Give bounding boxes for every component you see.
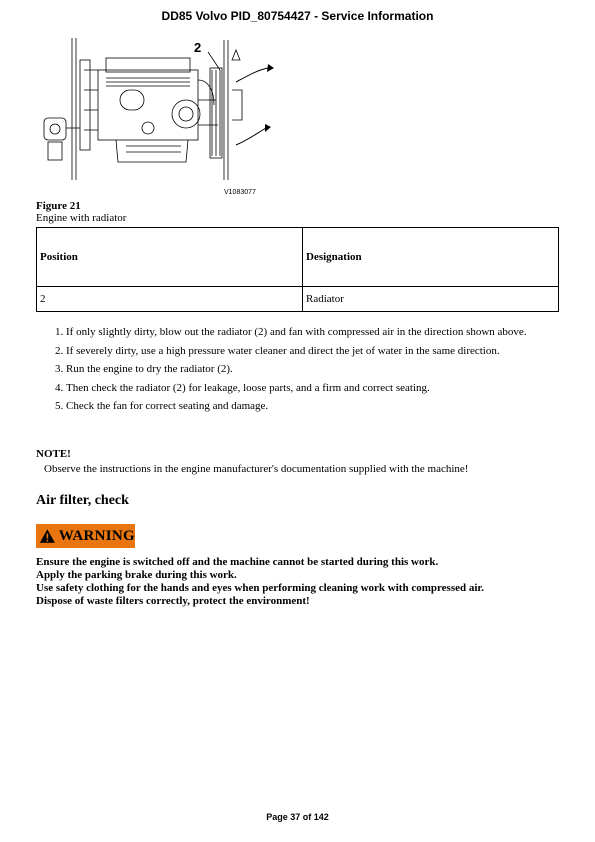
note-title: NOTE! bbox=[36, 448, 71, 460]
list-item: 2. If severely dirty, use a high pressure water cleaner and direct the jet of water in the same direction. bbox=[66, 345, 559, 358]
table-header-row bbox=[37, 228, 559, 287]
warning-label: WARNING bbox=[58, 527, 135, 544]
warning-line: Ensure the engine is switched off and the machine cannot be started during this work. bbox=[36, 556, 439, 568]
page-header: DD85 Volvo PID_80754427 - Service Information bbox=[161, 9, 434, 23]
note-body: Observe the instructions in the engine manufacturer's documentation supplied with the machine! bbox=[44, 463, 469, 475]
section-title: Air filter, check bbox=[36, 493, 129, 508]
table-row bbox=[37, 287, 559, 312]
instruction-steps bbox=[36, 326, 559, 419]
cell-designation: Radiator bbox=[303, 287, 559, 312]
page-number: Page 37 of 142 bbox=[266, 812, 329, 822]
warning-badge bbox=[36, 524, 135, 548]
warning-line: Dispose of waste filters correctly, protect the environment! bbox=[36, 595, 310, 607]
list-item: 3. Run the engine to dry the radiator (2). bbox=[66, 363, 559, 376]
list-item: 1. If only slightly dirty, blow out the radiator (2) and fan with compressed air in the direction shown above. bbox=[66, 326, 559, 339]
figure-caption: Engine with radiator bbox=[36, 212, 127, 224]
callout-number: 2 bbox=[194, 40, 202, 55]
warning-icon bbox=[39, 527, 56, 545]
col-header-position: Position bbox=[37, 228, 303, 287]
engine-radiator-illustration bbox=[36, 30, 286, 198]
list-item: 4. Then check the radiator (2) for leakage, loose parts, and a firm and correct seating. bbox=[66, 382, 559, 395]
warning-line: Use safety clothing for the hands and eyes when performing cleaning work with compressed air. bbox=[36, 582, 485, 594]
cell-position: 2 bbox=[37, 287, 303, 312]
figure-label: Figure 21 bbox=[36, 200, 81, 212]
position-table bbox=[36, 227, 559, 312]
col-header-designation: Designation bbox=[303, 228, 559, 287]
list-item: 5. Check the fan for correct seating and damage. bbox=[66, 400, 559, 413]
warning-line: Apply the parking brake during this work. bbox=[36, 569, 237, 581]
image-id: V1083077 bbox=[224, 189, 256, 196]
